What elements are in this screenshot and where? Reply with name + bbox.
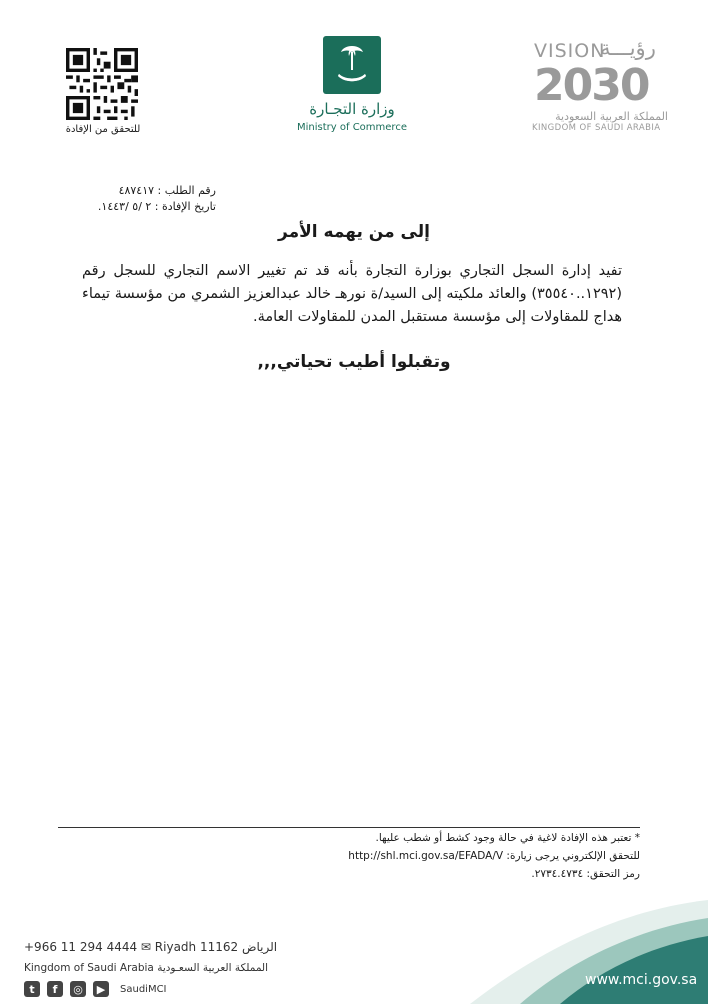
twitter-icon[interactable]: t — [24, 981, 40, 997]
letter-heading: إلى من يهمه الأمر — [278, 222, 430, 242]
qr-caption: للتحقق من الإفادة — [65, 124, 141, 135]
footer-contact: +966 11 294 4444 ✉ Riyadh 11162 الرياض — [24, 940, 278, 954]
youtube-icon[interactable]: ▶ — [93, 981, 109, 997]
footer-website-link[interactable]: www.mci.gov.sa — [585, 972, 698, 988]
letter-closing: وتقبلوا أطيب تحياتي,,, — [257, 352, 451, 372]
vision-logo-year: 2030 — [534, 60, 649, 111]
vision-logo-kingdom-english: KINGDOM OF SAUDI ARABIA — [532, 123, 661, 133]
request-date: تاريخ الإفادة : ٢ /٥ /١٤٤٣. — [97, 200, 216, 213]
instagram-icon[interactable]: ◎ — [70, 981, 86, 997]
ministry-name-english: Ministry of Commerce — [297, 122, 407, 133]
facebook-icon[interactable]: f — [47, 981, 63, 997]
vision-logo-word-arabic: رؤيـــة — [600, 36, 656, 60]
vision-logo-kingdom-arabic: المملكة العربية السعودية — [555, 110, 668, 123]
footer-social-links — [24, 980, 167, 998]
footer-kingdom: Kingdom of Saudi Arabia المملكة العربية السعـودية — [24, 962, 269, 974]
letter-body: تفيد إدارة السجل التجاري بوزارة التجارة بأنه قد تم تغيير الاسم التجاري للسجل رقم (١٢٩٢..٣٥٥٤٠) والعائد ملكيته إلى السيد/ة نورهـ خالد عبدالعزيز الشمري من مؤسسة تيماء هداج للمقاولات إلى مؤسسة مستقبل المدن للمقاولات العامة. — [82, 263, 622, 325]
footnote-verify-link[interactable]: للتحقق الإلكتروني يرجى زيارة: http://shl.mci.gov.sa/EFADA/V — [348, 850, 640, 862]
ministry-name-arabic: وزارة التجـارة — [309, 100, 395, 118]
vision-logo-word: VISION — [534, 40, 606, 62]
request-number: رقم الطلب : ٤٨٧٤١٧ — [118, 184, 216, 197]
footnote-verify-code: رمز التحقق: ٢٧٣٤.٤٧٣٤. — [531, 868, 640, 880]
social-handle: SaudiMCI — [120, 983, 167, 995]
footnote-validity: * تعتبر هذه الإفادة لاغية في حالة وجود كشط أو شطب عليها. — [375, 832, 640, 844]
